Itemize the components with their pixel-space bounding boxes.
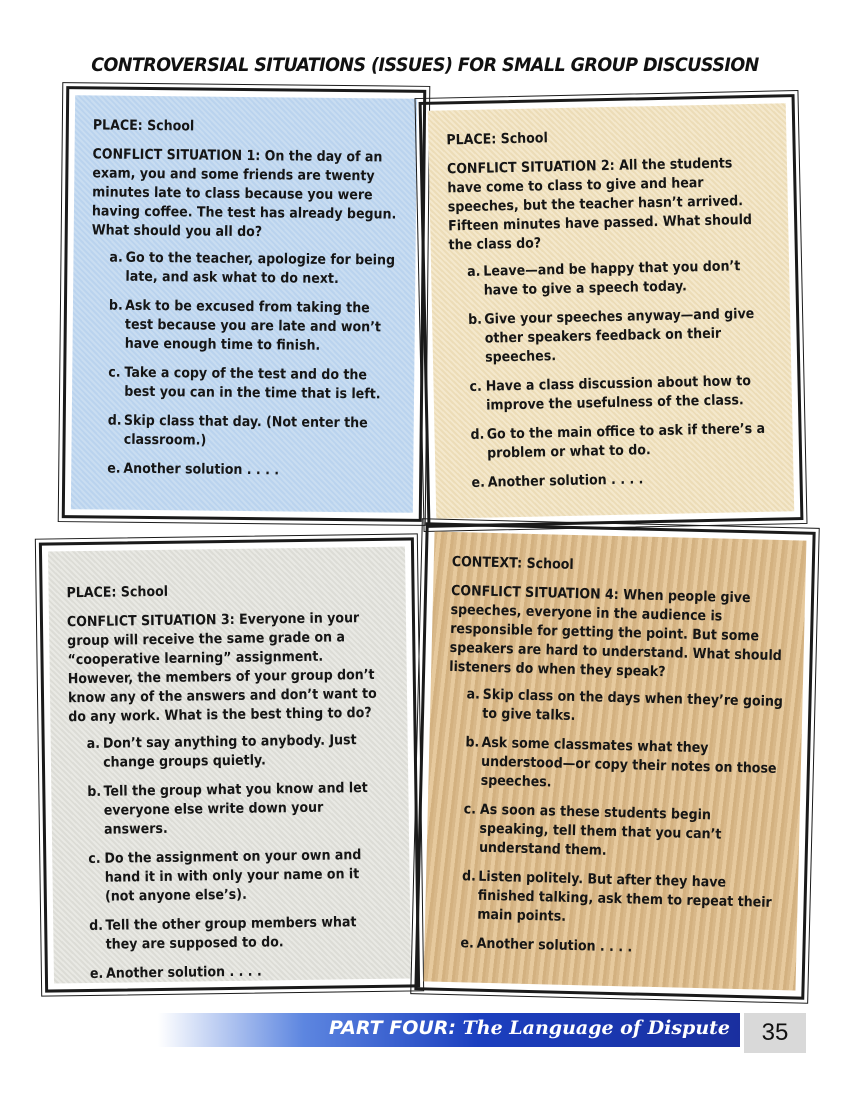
option-letter: e. [460,935,475,952]
option-letter: a. [86,735,101,752]
option-item [87,731,390,773]
option-text: Leave—and be happy that you don’t have to give a speech today. [483,258,741,299]
footer-part: PART FOUR: [328,1017,457,1039]
option-letter: b. [465,734,480,751]
conflict-lead: CONFLICT SITUATION 1: [92,146,261,165]
option-text: Ask some classmates what they understood—or copy their notes on those speeches. [480,734,777,791]
option-letter: c. [469,378,482,395]
conflict-lead: CONFLICT SITUATION 4: [450,582,620,604]
option-letter: c. [88,850,101,867]
situation-card-2 [419,94,804,528]
option-item [108,364,396,405]
option-letter: e. [89,965,104,982]
option-item [464,733,783,798]
option-letter: c. [108,364,121,381]
option-item [463,800,782,865]
option-text: Skip class that day. (Not enter the classroom.) [123,412,368,449]
option-item [469,372,773,416]
context-label: CONTEXT: School [451,553,574,573]
option-letter: a. [466,263,481,281]
option-letter: c. [463,801,477,818]
option-item [461,867,780,932]
option-item [107,460,395,482]
option-text: Listen politely. But after they have finished talking, ask them to repeat their main points. [477,868,772,925]
option-text: Tell the other group members what they are supposed to do. [105,914,357,953]
situation-card-4 [414,522,815,999]
option-item [466,685,785,731]
option-letter: d. [461,868,477,885]
situation-card-1 [62,86,427,522]
option-item [89,913,392,955]
option-item [108,297,396,357]
option-letter: d. [470,426,485,443]
option-text: Do the assignment on your own and hand it in with only your name on it (not anyone else’s). [104,847,362,905]
footer-banner [158,1013,740,1047]
conflict-text: On the day of an exam, you and some friends are twenty minutes late to class because you were having coffee. The test has already begun. What should you all do? [91,148,397,241]
conflict-description [447,154,771,256]
option-item [88,846,391,907]
option-text: Another solution . . . . [476,935,633,956]
conflict-description [67,609,389,727]
option-text: Another solution . . . . [487,471,644,491]
option-letter: a. [109,249,123,266]
option-list [89,248,397,481]
footer-text [329,1017,730,1039]
option-text: Another solution . . . . [123,460,280,479]
option-item [460,934,778,961]
card-paper [424,532,807,991]
card-paper [428,103,794,518]
option-text: Give your speeches anyway—and give other speakers feedback on their speeches. [484,306,755,366]
option-letter: b. [108,297,123,314]
conflict-lead: CONFLICT SITUATION 2: [446,157,615,178]
option-letter: d. [89,917,104,934]
option-text: Have a class discussion about how to improve the usefulness of the class. [485,373,752,414]
option-list [69,731,393,984]
place-label: PLACE: School [66,583,169,602]
option-item [87,779,390,840]
option-letter: d. [107,412,122,429]
option-text: Skip class on the days when they’re going to give talks. [482,686,784,725]
option-text: Go to the main office to ask if there’s a problem or what to do. [486,420,766,462]
situation-card-3 [39,537,420,992]
option-text: Take a copy of the test and do the best you can in the time that is left. [124,364,381,403]
option-text: Ask to be excused from taking the test because you are late and won’t have enough time to finish. [124,297,382,354]
option-item [471,468,775,493]
option-item [468,305,773,368]
conflict-text: All the students have come to class to give and hear speeches, but the teacher hasn’t arrived. Fifteen minutes have passed. What should the class do? [447,155,753,254]
option-text: As soon as these students begin speaking, tell them that you can’t understand them. [478,801,722,859]
option-item [90,961,393,984]
option-item [107,412,395,453]
option-item [109,249,397,290]
conflict-description [449,582,787,685]
place-label: PLACE: School [446,130,548,149]
option-list [442,685,784,961]
option-text: Don’t say anything to anybody. Just change groups quietly. [102,732,357,771]
conflict-lead: CONFLICT SITUATION 3: [66,611,235,631]
card-paper [48,547,411,984]
option-text: Another solution . . . . [105,963,262,982]
option-item [470,420,774,464]
option-item [467,257,771,301]
option-letter: e. [107,460,121,477]
option-text: Go to the teacher, apologize for being late, and ask what to do next. [125,249,396,287]
card-paper [71,95,417,513]
footer-subtitle: The Language of Dispute [462,1017,730,1039]
page-number: 35 [744,1013,806,1053]
option-letter: e. [471,474,486,491]
option-letter: b. [87,783,102,800]
conflict-text: Everyone in your group will receive the same grade on a “cooperative learning” assignment. However, the members of your group don’t know any of the answers and don’t want to do any work. What is the best thing to do? [67,610,377,726]
page-title: CONTROVERSIAL SITUATIONS (ISSUES) FOR SMALL GROUP DISCUSSION [91,54,759,76]
conflict-description [92,145,399,243]
option-letter: b. [467,311,483,328]
option-letter: a. [466,686,481,703]
option-text: Tell the group what you know and let everyone else write down your answers. [103,780,368,838]
place-label: PLACE: School [92,117,195,135]
option-list [449,257,776,494]
conflict-text: When people give speeches, everyone in the audience is responsible for getting the point. But some speakers are hard to understand. What should listeners do when they speak? [449,587,782,681]
